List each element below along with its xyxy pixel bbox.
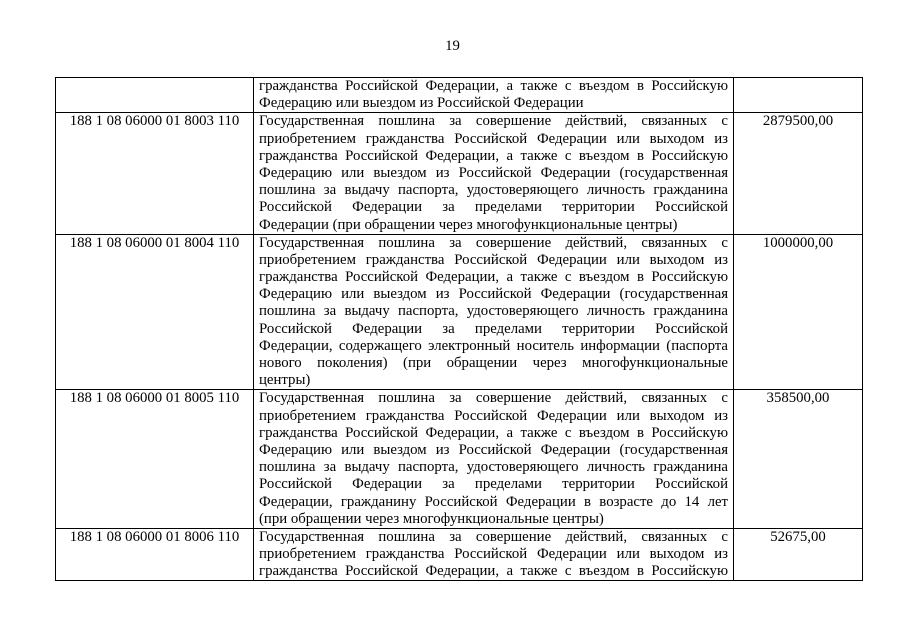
amount-cell — [734, 78, 863, 113]
table-row — [56, 528, 863, 581]
description-line: гражданства Российской Федерации, а также с въездом в Российскую — [259, 424, 728, 441]
description-line: приобретением гражданства Российской Федерации или выходом из — [259, 546, 728, 563]
description-line: пошлина за выдачу паспорта, удостоверяющего личность гражданина — [259, 459, 728, 476]
description-cell — [254, 113, 734, 234]
description-cell — [254, 234, 734, 390]
code-cell: 188 1 08 06000 01 8006 110 — [56, 528, 254, 581]
description-line: Федерации, содержащего электронный носитель информации (паспорта — [259, 337, 728, 354]
description-line: пошлина за выдачу паспорта, удостоверяющего личность гражданина — [259, 182, 728, 199]
description-line: гражданства Российской Федерации, а также с въездом в Российскую — [259, 147, 728, 164]
description-line: гражданства Российской Федерации, а также с въездом в Российскую — [259, 269, 728, 286]
table-row — [56, 390, 863, 529]
table-row — [56, 234, 863, 390]
description-line: Федерацию или выездом из Российской Федерации — [259, 95, 584, 112]
description-line: пошлина за выдачу паспорта, удостоверяющего личность гражданина — [259, 303, 728, 320]
code-cell: 188 1 08 06000 01 8005 110 — [56, 390, 254, 529]
description-line: гражданства Российской Федерации, а также с въездом в Российскую — [259, 563, 728, 580]
description-line: Государственная пошлина за совершение действий, связанных с — [259, 390, 728, 407]
description-line: Федерацию или выездом из Российской Федерации (государственная — [259, 441, 728, 458]
description-line: Российской Федерации за пределами территории Российской — [259, 320, 728, 337]
description-line: приобретением гражданства Российской Федерации или выходом из — [259, 130, 728, 147]
amount-cell: 1000000,00 — [734, 234, 863, 390]
amount-cell: 2879500,00 — [734, 113, 863, 234]
code-cell: 188 1 08 06000 01 8004 110 — [56, 234, 254, 390]
description-line: Российской Федерации за пределами территории Российской — [259, 199, 728, 216]
description-line: центры) — [259, 372, 311, 389]
table-row — [56, 113, 863, 234]
description-line: гражданства Российской Федерации, а также с въездом в Российскую — [259, 78, 728, 94]
description-cell — [254, 390, 734, 529]
description-line: Государственная пошлина за совершение действий, связанных с — [259, 528, 728, 545]
code-cell: 188 1 08 06000 01 8003 110 — [56, 113, 254, 234]
description-line: Федерацию или выездом из Российской Федерации (государственная — [259, 286, 728, 303]
table-row — [56, 78, 863, 113]
code-cell — [56, 78, 254, 113]
description-line: приобретением гражданства Российской Федерации или выходом из — [259, 251, 728, 268]
description-line: Государственная пошлина за совершение действий, связанных с — [259, 113, 728, 130]
description-cell — [254, 78, 734, 113]
description-cell — [254, 528, 734, 581]
description-line: приобретением гражданства Российской Федерации или выходом из — [259, 407, 728, 424]
amount-cell: 52675,00 — [734, 528, 863, 581]
description-line: Федерацию или выездом из Российской Федерации (государственная — [259, 164, 728, 181]
description-line: Российской Федерации за пределами территории Российской — [259, 476, 728, 493]
description-line: Федерации (при обращении через многофункциональные центры) — [259, 216, 678, 233]
fee-table — [55, 77, 863, 581]
description-line: Государственная пошлина за совершение действий, связанных с — [259, 234, 728, 251]
page-number: 19 — [445, 38, 460, 54]
amount-cell: 358500,00 — [734, 390, 863, 529]
description-line: Федерации, гражданину Российской Федерации в возрасте до 14 лет — [259, 493, 728, 510]
description-line: нового поколения) (при обращении через многофункциональные — [259, 355, 728, 371]
description-line: (при обращении через многофункциональные центры) — [259, 510, 604, 527]
